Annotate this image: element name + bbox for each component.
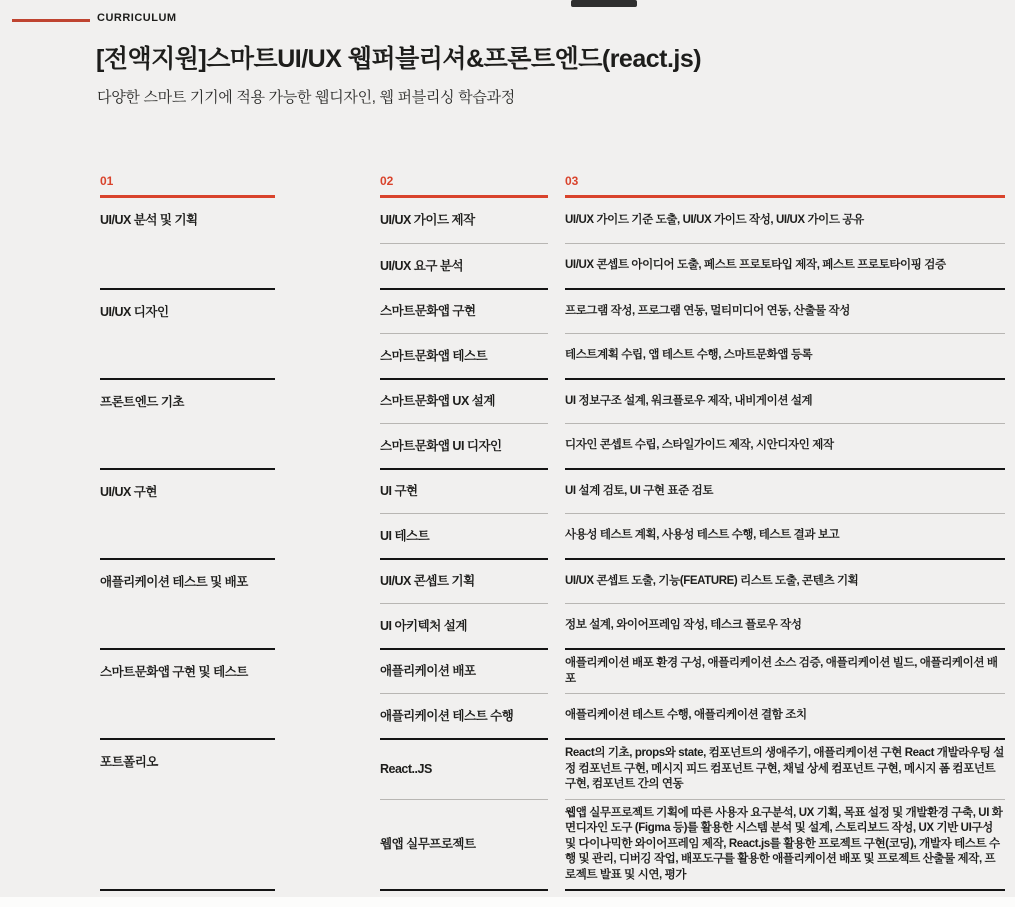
top-notch bbox=[571, 0, 637, 7]
topic-detail: 프로그램 작성, 프로그램 연동, 멀티미디어 연동, 산출물 작성 bbox=[565, 288, 1005, 333]
category-label: UI/UX 분석 및 기획 bbox=[100, 213, 198, 227]
curriculum-group bbox=[100, 288, 1005, 378]
column-gap bbox=[275, 648, 380, 738]
topic-detail: UI 정보구조 설계, 워크플로우 제작, 내비게이션 설계 bbox=[565, 378, 1005, 423]
curriculum-row bbox=[380, 648, 1005, 693]
topic-label: 스마트문화앱 테스트 bbox=[380, 333, 548, 378]
column-gap bbox=[548, 243, 565, 288]
topic-label: 애플리케이션 배포 bbox=[380, 648, 548, 693]
topic-label: UI/UX 가이드 제작 bbox=[380, 213, 475, 228]
topic-detail: UI/UX 콘셉트 아이디어 도출, 페스트 프로토타입 제작, 페스트 프로토타이핑 검증 bbox=[565, 243, 1005, 288]
curriculum-row bbox=[380, 558, 1005, 603]
curriculum-row bbox=[380, 333, 1005, 378]
topic-detail: 애플리케이션 테스트 수행, 애플리케이션 결함 조치 bbox=[565, 693, 1005, 738]
section-eyebrow: CURRICULUM bbox=[97, 12, 177, 24]
column-gap bbox=[548, 288, 565, 333]
column-gap bbox=[548, 174, 565, 198]
column-gap bbox=[275, 468, 380, 558]
column-header-03: 03 bbox=[565, 174, 1005, 198]
topic-detail: 사용성 테스트 계획, 사용성 테스트 수행, 테스트 결과 보고 bbox=[565, 513, 1005, 558]
curriculum-table bbox=[100, 174, 1005, 895]
column-header-01: 01 bbox=[100, 174, 275, 198]
topic-label: UI 테스트 bbox=[380, 513, 548, 558]
topic-label: UI/UX 요구 분석 bbox=[380, 243, 548, 288]
table-end-line bbox=[100, 889, 1005, 895]
group-rows bbox=[380, 468, 1005, 558]
curriculum-row bbox=[380, 423, 1005, 468]
topic-detail: UI/UX 콘셉트 도출, 기능(FEATURE) 리스트 도출, 콘텐츠 기획 bbox=[565, 558, 1005, 603]
curriculum-row bbox=[380, 288, 1005, 333]
topic-label: React..JS bbox=[380, 738, 548, 799]
category-label: UI/UX 디자인 bbox=[100, 288, 275, 378]
topic-detail: 디자인 콘셉트 수립, 스타일가이드 제작, 시안디자인 제작 bbox=[565, 423, 1005, 468]
curriculum-row bbox=[380, 799, 1005, 890]
category-label: 스마트문화앱 구현 및 테스트 bbox=[100, 648, 275, 738]
topic-detail: UI/UX 가이드 기준 도출, UI/UX 가이드 작성, UI/UX 가이드 공유 bbox=[565, 213, 864, 226]
accent-line bbox=[12, 19, 90, 22]
curriculum-group bbox=[100, 378, 1005, 468]
column-header-02: 02 bbox=[380, 174, 548, 198]
topic-label: 스마트문화앱 UI 디자인 bbox=[380, 423, 548, 468]
group-rows bbox=[380, 198, 1005, 288]
curriculum-row bbox=[380, 513, 1005, 558]
page-title: [전액지원]스마트UI/UX 웹퍼블리셔&프론트엔드(react.js) bbox=[96, 45, 702, 73]
column-gap bbox=[548, 648, 565, 693]
curriculum-row bbox=[380, 603, 1005, 648]
column-gap bbox=[275, 288, 380, 378]
page-subtitle: 다양한 스마트 기기에 적용 가능한 웹디자인, 웹 퍼블리싱 학습과정 bbox=[97, 89, 515, 106]
end-line-segment bbox=[100, 889, 275, 895]
column-gap bbox=[275, 174, 380, 198]
curriculum-groups bbox=[100, 198, 1005, 889]
curriculum-group bbox=[100, 198, 1005, 288]
category-label: 애플리케이션 테스트 및 배포 bbox=[100, 558, 275, 648]
bottom-band bbox=[0, 897, 1015, 907]
topic-detail: 테스트계획 수립, 앱 테스트 수행, 스마트문화앱 등록 bbox=[565, 333, 1005, 378]
column-gap bbox=[548, 423, 565, 468]
curriculum-row bbox=[380, 198, 1005, 243]
column-header-row bbox=[100, 174, 1005, 198]
curriculum-row bbox=[380, 243, 1005, 288]
column-gap bbox=[548, 333, 565, 378]
topic-label: 스마트문화앱 UX 설계 bbox=[380, 378, 548, 423]
topic-label: UI 아키텍처 설계 bbox=[380, 603, 548, 648]
column-gap bbox=[275, 558, 380, 648]
topic-detail: UI 설계 검토, UI 구현 표준 검토 bbox=[565, 468, 1005, 513]
group-rows bbox=[380, 378, 1005, 468]
topic-detail: 정보 설계, 와이어프레임 작성, 테스크 플로우 작성 bbox=[565, 603, 1005, 648]
column-gap bbox=[548, 799, 565, 890]
column-gap bbox=[275, 378, 380, 468]
group-rows bbox=[380, 558, 1005, 648]
column-gap bbox=[548, 558, 565, 603]
curriculum-row bbox=[380, 693, 1005, 738]
category-label: 포트폴리오 bbox=[100, 738, 275, 889]
topic-label: UI/UX 콘셉트 기획 bbox=[380, 558, 548, 603]
column-gap bbox=[548, 468, 565, 513]
group-rows bbox=[380, 738, 1005, 889]
curriculum-row bbox=[380, 738, 1005, 799]
curriculum-group bbox=[100, 558, 1005, 648]
curriculum-group bbox=[100, 468, 1005, 558]
topic-label: 애플리케이션 테스트 수행 bbox=[380, 693, 548, 738]
column-gap bbox=[548, 603, 565, 648]
column-gap bbox=[548, 889, 565, 895]
column-gap bbox=[548, 198, 565, 243]
category-label: 프론트엔드 기초 bbox=[100, 378, 275, 468]
column-gap bbox=[548, 693, 565, 738]
curriculum-group bbox=[100, 648, 1005, 738]
end-line-segment bbox=[380, 889, 548, 895]
column-gap bbox=[548, 513, 565, 558]
topic-detail: React의 기초, props와 state, 컴포넌트의 생애주기, 애플리케이션 구현 React 개발라우팅 설정 컴포넌트 구현, 메시지 피드 컴포넌트 구현, 채널 상세 컴포넌트 구현, 메시지 폼 컴포넌트 구현, 컴포넌트 간의 연동 bbox=[565, 738, 1005, 799]
curriculum-row bbox=[380, 378, 1005, 423]
category-label: UI/UX 구현 bbox=[100, 468, 275, 558]
curriculum-row bbox=[380, 468, 1005, 513]
group-rows bbox=[380, 288, 1005, 378]
column-gap bbox=[548, 378, 565, 423]
topic-label: 스마트문화앱 구현 bbox=[380, 288, 548, 333]
group-rows bbox=[380, 648, 1005, 738]
column-gap bbox=[275, 889, 380, 895]
topic-detail: 웹앱 실무프로젝트 기획에 따른 사용자 요구분석, UX 기획, 목표 설정 및 개발환경 구축, UI 화면디자인 도구 (Figma 등)를 활용한 시스템 분석 및 설계, 스토리보드 작성, UX 기반 UI구성 및 다이나믹한 와이어프레임 제작, React.js를 활용한 프로젝트 구현(코딩), 개발자 테스트 수행 및 관리, 디버깅 작업, 배포도구를 활용한 애플리케이션 배포 및 프로젝트 산출물 제작, 프로젝트 발표 및 시연, 평가 bbox=[565, 799, 1005, 890]
topic-label: UI 구현 bbox=[380, 468, 548, 513]
curriculum-group bbox=[100, 738, 1005, 889]
column-gap bbox=[548, 738, 565, 799]
column-gap bbox=[275, 198, 380, 288]
topic-label: 웹앱 실무프로젝트 bbox=[380, 799, 548, 890]
end-line-segment bbox=[565, 889, 1005, 895]
column-gap bbox=[275, 738, 380, 889]
topic-detail: 애플리케이션 배포 환경 구성, 애플리케이션 소스 검증, 애플리케이션 빌드, 애플리케이션 배포 bbox=[565, 648, 1005, 693]
